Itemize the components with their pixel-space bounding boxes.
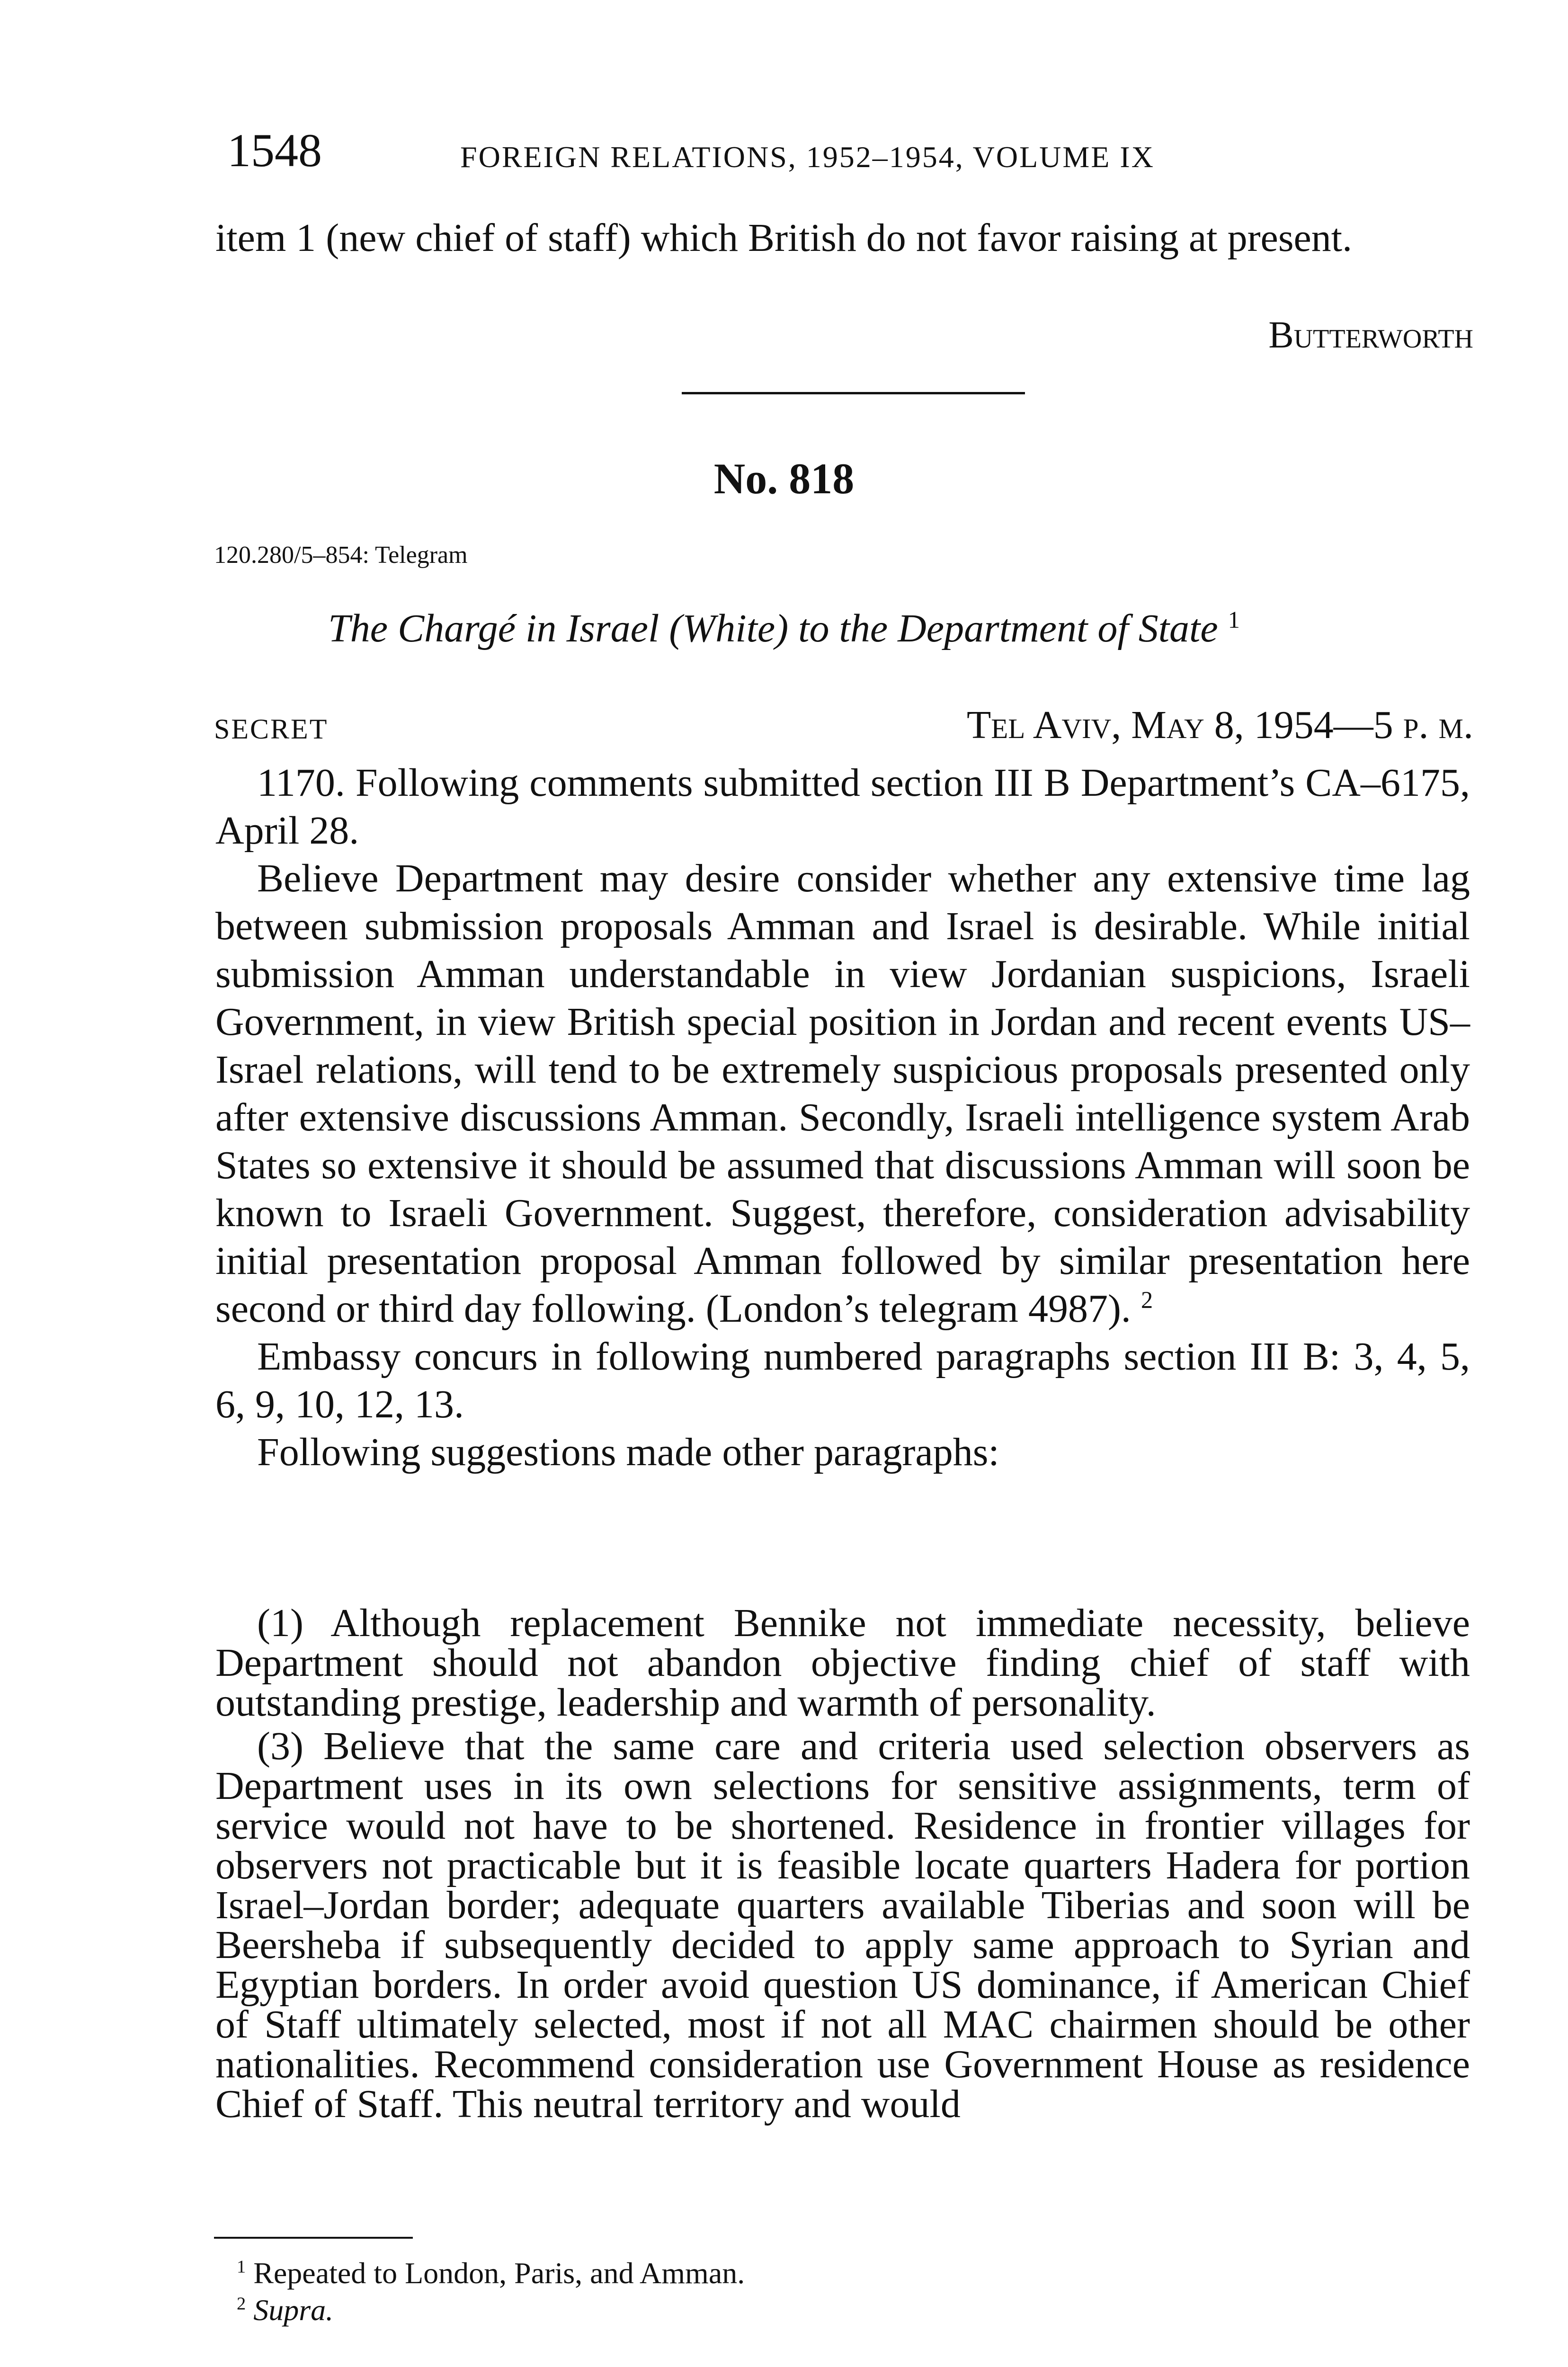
signature: Butterworth (1268, 314, 1473, 356)
telegram-body (215, 759, 1470, 1476)
paragraph-2 (215, 854, 1470, 1333)
suggestion-3: (3) Believe that the same care and criteria used selection observers as Department uses in its own selections for sensitive assignments, term of service would not have to be shortened. Residence in frontier villages for observers not practicable but it is feasible locate quarters Hadera for portion Israel–Jordan border; adequate quarters available Tiberias and soon will be Beersheba if subsequently decided to apply same approach to Syrian and Egyptian borders. In order avoid question US dominance, if American Chief of Staff ultimately selected, most if not all MAC chairmen should be other nationalities. Recommend consideration use Government House as residence Chief of Staff. This neutral territory and would (215, 1724, 1470, 2126)
paragraph-4: Following suggestions made other paragraphs: (257, 1430, 999, 1474)
page-number: 1548 (227, 124, 322, 177)
footnote-1-mark: 1 (237, 2257, 246, 2277)
paragraph-2-text: Believe Department may desire consider whether any extensive time lag between submission proposals Amman and Israel is desirable. While initial submission Amman understandable in view Jordanian suspicions, Israeli Government, in view British special position in Jordan and recent events US–Israel relations, will tend to be extremely suspicious proposals presented only after extensive discussions Amman. Secondly, Israeli intelligence system Arab States so extensive it should be assumed that discussions Amman will soon be known to Israeli Government. Suggest, therefore, consideration advisability initial presentation proposal Amman followed by similar presentation here second or third day following. (London’s telegram 4987). (215, 856, 1470, 1331)
document-title (0, 607, 1568, 650)
running-title: FOREIGN RELATIONS, 1952–1954, VOLUME IX (460, 140, 1155, 174)
document-number: No. 818 (713, 454, 855, 503)
footnote-1 (237, 2258, 745, 2288)
footnote-2-mark: 2 (237, 2294, 246, 2314)
footnote-1-text: Repeated to London, Paris, and Amman. (253, 2256, 745, 2290)
file-reference: 120.280/5–854: Telegram (214, 542, 468, 569)
footnote-2 (237, 2295, 333, 2325)
section-divider (682, 392, 1025, 394)
footnote-divider (214, 2237, 413, 2239)
footnote-ref-2: 2 (1140, 1287, 1153, 1313)
footnote-ref-1: 1 (1228, 606, 1240, 633)
numbered-suggestions (215, 1603, 1470, 2124)
paragraph-3: Embassy concurs in following numbered paragraphs section III B: 3, 4, 5, 6, 9, 10, 12, 13. (215, 1335, 1470, 1426)
suggestion-1: (1) Although replacement Bennike not immediate necessity, believe Department should not abandon objective finding chief of staff with outstanding prestige, leadership and warmth of personality. (215, 1601, 1470, 1725)
previous-document-closing (215, 214, 1470, 262)
footnote-2-text: Supra. (253, 2293, 334, 2327)
paragraph-1: 1170. Following comments submitted section III B Department’s CA–6175, April 28. (215, 761, 1470, 853)
classification: SECRET (214, 713, 329, 745)
document-title-text: The Chargé in Israel (White) to the Department of State (328, 606, 1218, 650)
place-date: Tel Aviv, May 8, 1954—5 p. m. (966, 703, 1473, 747)
closing-paragraph: item 1 (new chief of staff) which British do not favor raising at present. (215, 216, 1353, 260)
